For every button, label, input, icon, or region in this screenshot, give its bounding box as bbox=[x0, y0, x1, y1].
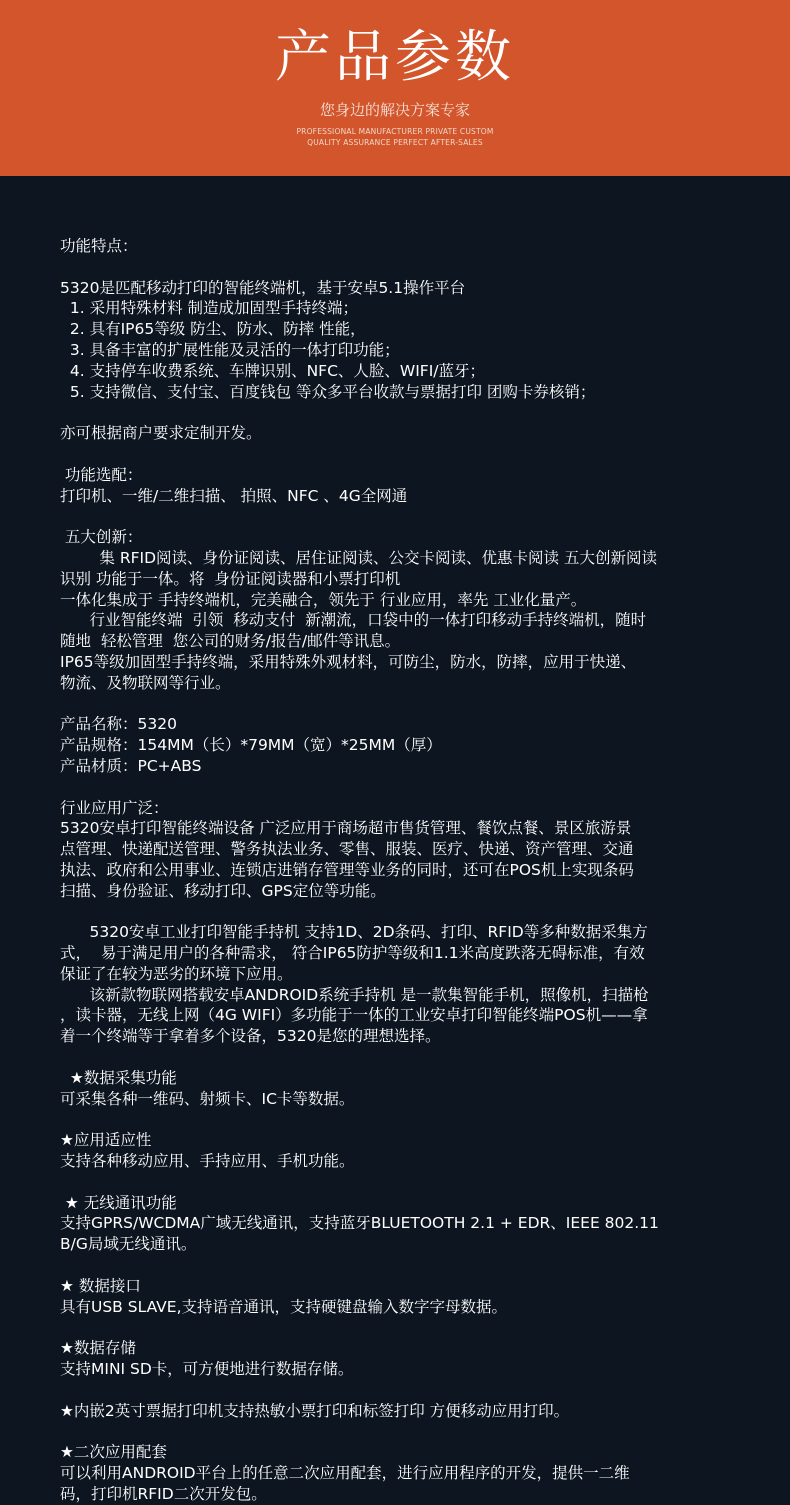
text-line: 行业应用广泛： bbox=[60, 798, 169, 817]
text-line: 识别 功能于一体。将 身份证阅读器和小票打印机 bbox=[60, 569, 401, 588]
text-line: 支持GPRS/WCDMA广域无线通讯，支持蓝牙BLUETOOTH 2.1 + EDR、IEEE 802.11 bbox=[60, 1214, 659, 1233]
text-line: 集 RFID阅读、身份证阅读、居住证阅读、公交卡阅读、优惠卡阅读 五大创新阅读 bbox=[60, 548, 657, 567]
product-description bbox=[60, 236, 740, 1505]
text-line: 着一个终端等于拿着多个设备，5320是您的理想选择。 bbox=[60, 1027, 441, 1046]
blank-line bbox=[60, 777, 740, 798]
blank-line bbox=[60, 1421, 740, 1442]
blank-line bbox=[60, 694, 740, 715]
text-line: 行业智能终端 引领 移动支付 新潮流，口袋中的一体打印移动手持终端机，随时 bbox=[60, 611, 647, 630]
text-line: ★ 无线通讯功能 bbox=[60, 1193, 177, 1212]
text-line: 产品规格：154MM（长）*79MM（宽）*25MM（厚） bbox=[60, 736, 442, 755]
text-line: 物流、及物联网等行业。 bbox=[60, 673, 231, 692]
page-subtitle: 您身边的解决方案专家 bbox=[319, 101, 470, 119]
english-tagline bbox=[0, 126, 790, 148]
blank-line bbox=[60, 1172, 740, 1193]
header-banner bbox=[0, 0, 790, 176]
blank-line bbox=[60, 1047, 740, 1068]
text-line: 支持MINI SD卡，可方便地进行数据存储。 bbox=[60, 1360, 354, 1379]
text-line: ★内嵌2英寸票据打印机支持热敏小票打印和标签打印 方便移动应用打印。 bbox=[60, 1401, 570, 1420]
text-line: 功能特点： bbox=[60, 237, 138, 255]
text-line: 码，打印机RFID二次开发包。 bbox=[60, 1484, 267, 1503]
text-line: 5320安卓打印智能终端设备 广泛应用于商场超市售货管理、餐饮点餐、景区旅游景 bbox=[60, 819, 632, 838]
text-line: 可以利用ANDROID平台上的任意二次应用配套，进行应用程序的开发，提供一二维 bbox=[60, 1464, 630, 1483]
text-line: 保证了在较为恶劣的环境下应用。 bbox=[60, 964, 293, 983]
text-line: 该新款物联网搭载安卓ANDROID系统手持机 是一款集智能手机，照像机，扫描枪 bbox=[60, 985, 649, 1004]
text-line: 一体化集成于 手持终端机，完美融合，领先于 行业应用，率先 工业化量产。 bbox=[60, 590, 587, 609]
text-line: 扫描、身份验证、移动打印、GPS定位等功能。 bbox=[60, 881, 386, 900]
text-line: 具有USB SLAVE,支持语音通讯，支持硬键盘输入数字字母数据。 bbox=[60, 1297, 508, 1316]
text-line: 3. 具备丰富的扩展性能及灵活的一体打印功能； bbox=[60, 340, 400, 359]
blank-line bbox=[60, 1317, 740, 1338]
text-line: 式， 易于满足用户的各种需求， 符合IP65防护等级和1.1米高度跌落无碍标准，有效 bbox=[60, 944, 645, 963]
text-line: ★数据采集功能 bbox=[60, 1068, 177, 1087]
text-line: 亦可根据商户要求定制开发。 bbox=[60, 424, 262, 443]
text-line: B/G局域无线通讯。 bbox=[60, 1235, 197, 1254]
blank-line bbox=[60, 1380, 740, 1401]
text-line: ★应用适应性 bbox=[60, 1131, 152, 1150]
text-line: 可采集各种一维码、射频卡、IC卡等数据。 bbox=[60, 1089, 355, 1108]
text-line: ★ 数据接口 bbox=[60, 1276, 141, 1295]
text-line: 执法、政府和公用事业、连锁店进销存管理等业务的同时，还可在POS机上实现条码 bbox=[60, 860, 634, 879]
text-line: 产品名称：5320 bbox=[60, 715, 177, 734]
page-title: 产品参数 bbox=[275, 25, 515, 90]
text-line: 1. 采用特殊材料 制造成加固型手持终端； bbox=[60, 299, 358, 318]
text-line: 4. 支持停车收费系统、车牌识别、NFC、人脸、WIFI/蓝牙； bbox=[60, 361, 486, 380]
blank-line bbox=[60, 402, 740, 423]
text-line: 打印机、一维/二维扫描、 拍照、NFC 、4G全网通 bbox=[60, 486, 408, 505]
text-line: 随地 轻松管理 您公司的财务/报告/邮件等讯息。 bbox=[60, 632, 401, 651]
text-line: ★二次应用配套 bbox=[60, 1443, 167, 1462]
text-line: ，读卡器，无线上网（4G WIFI）多功能于一体的工业安卓打印智能终端POS机——拿 bbox=[60, 1006, 648, 1025]
blank-line bbox=[60, 257, 740, 278]
text-line: 点管理、快递配送管理、警务执法业务、零售、服装、医疗、快递、资产管理、交通 bbox=[60, 840, 634, 859]
text-line: 5320安卓工业打印智能手持机 支持1D、2D条码、打印、RFID等多种数据采集方 bbox=[60, 923, 648, 942]
text-line: 支持各种移动应用、手持应用、手机功能。 bbox=[60, 1152, 355, 1171]
text-line: 五大创新： bbox=[60, 528, 143, 547]
blank-line bbox=[60, 1255, 740, 1276]
text-line: 功能选配： bbox=[60, 465, 143, 484]
english-tagline-line-2: QUALITY ASSURANCE PERFECT AFTER-SALES bbox=[307, 138, 483, 147]
english-tagline-line-1: PROFESSIONAL MANUFACTURER PRIVATE CUSTOM bbox=[296, 127, 494, 136]
text-line: 2. 具有IP65等级 防尘、防水、防摔 性能， bbox=[60, 320, 366, 339]
text-line: ★数据存储 bbox=[60, 1339, 136, 1358]
text-line: IP65等级加固型手持终端，采用特殊外观材料，可防尘，防水，防摔，应用于快递、 bbox=[60, 652, 637, 671]
text-line: 5320是匹配移动打印的智能终端机，基于安卓5.1操作平台 bbox=[60, 278, 466, 297]
text-line: 产品材质：PC+ABS bbox=[60, 756, 202, 775]
blank-line bbox=[60, 506, 740, 527]
blank-line bbox=[60, 444, 740, 465]
blank-line bbox=[60, 1109, 740, 1130]
text-line: 5. 支持微信、支付宝、百度钱包 等众多平台收款与票据打印 团购卡券核销； bbox=[60, 382, 596, 401]
blank-line bbox=[60, 902, 740, 923]
